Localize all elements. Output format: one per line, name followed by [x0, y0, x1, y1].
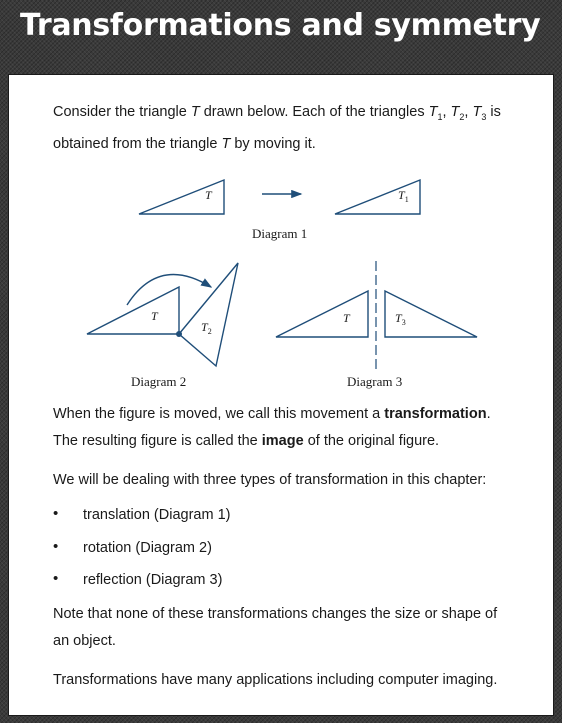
applications-paragraph: Transformations have many applications including computer imaging.: [53, 672, 498, 688]
diagram-2: [87, 263, 238, 389]
diagram-3-label: Diagram 3: [347, 374, 403, 389]
content-card: [8, 74, 554, 716]
transformation-definition: When the figure is moved, we call this movement a transformation. The resulting figure is called the image of the original figure.: [53, 406, 491, 449]
diagram-3: [276, 261, 477, 389]
diagram-1-label: Diagram 1: [252, 226, 308, 241]
bullet-icon: •: [53, 505, 59, 522]
triangle-T2-label: $T_2$: [201, 320, 212, 336]
triangle-T1-label: $T_1$: [398, 188, 409, 204]
bullet-label-rotation: rotation (Diagram 2): [83, 540, 212, 556]
triangle-T-diagram3: [276, 291, 368, 337]
transformation-diagrams: [9, 75, 555, 395]
bullet-icon: •: [53, 538, 59, 555]
triangle-T2: [179, 263, 238, 366]
intro-paragraph: Consider the triangle T drawn below. Each of the triangles $T_1$, $T_2$, $T_3$ is obtained from the triangle T by moving it.: [53, 104, 501, 152]
bullet-label-translation: translation (Diagram 1): [83, 507, 231, 523]
diagram-1: [139, 180, 420, 241]
triangle-T-label-d3: T: [343, 311, 350, 325]
rotation-center-point: [176, 331, 182, 337]
triangle-T-diagram2: [87, 287, 179, 334]
triangle-T-label-d2: T: [151, 309, 158, 323]
diagram-2-label: Diagram 2: [131, 374, 187, 389]
rotation-arrow: [127, 275, 211, 305]
triangle-T-label-d1: T: [205, 188, 212, 202]
bullet-icon: •: [53, 570, 59, 587]
types-intro: We will be dealing with three types of transformation in this chapter:: [53, 472, 487, 488]
bullet-label-reflection: reflection (Diagram 3): [83, 572, 223, 588]
page-title: Transformations and symmetry: [20, 8, 541, 43]
triangle-T3-label: $T_3$: [395, 311, 406, 327]
note-paragraph: Note that none of these transformations changes the size or shape of an object.: [53, 606, 498, 649]
